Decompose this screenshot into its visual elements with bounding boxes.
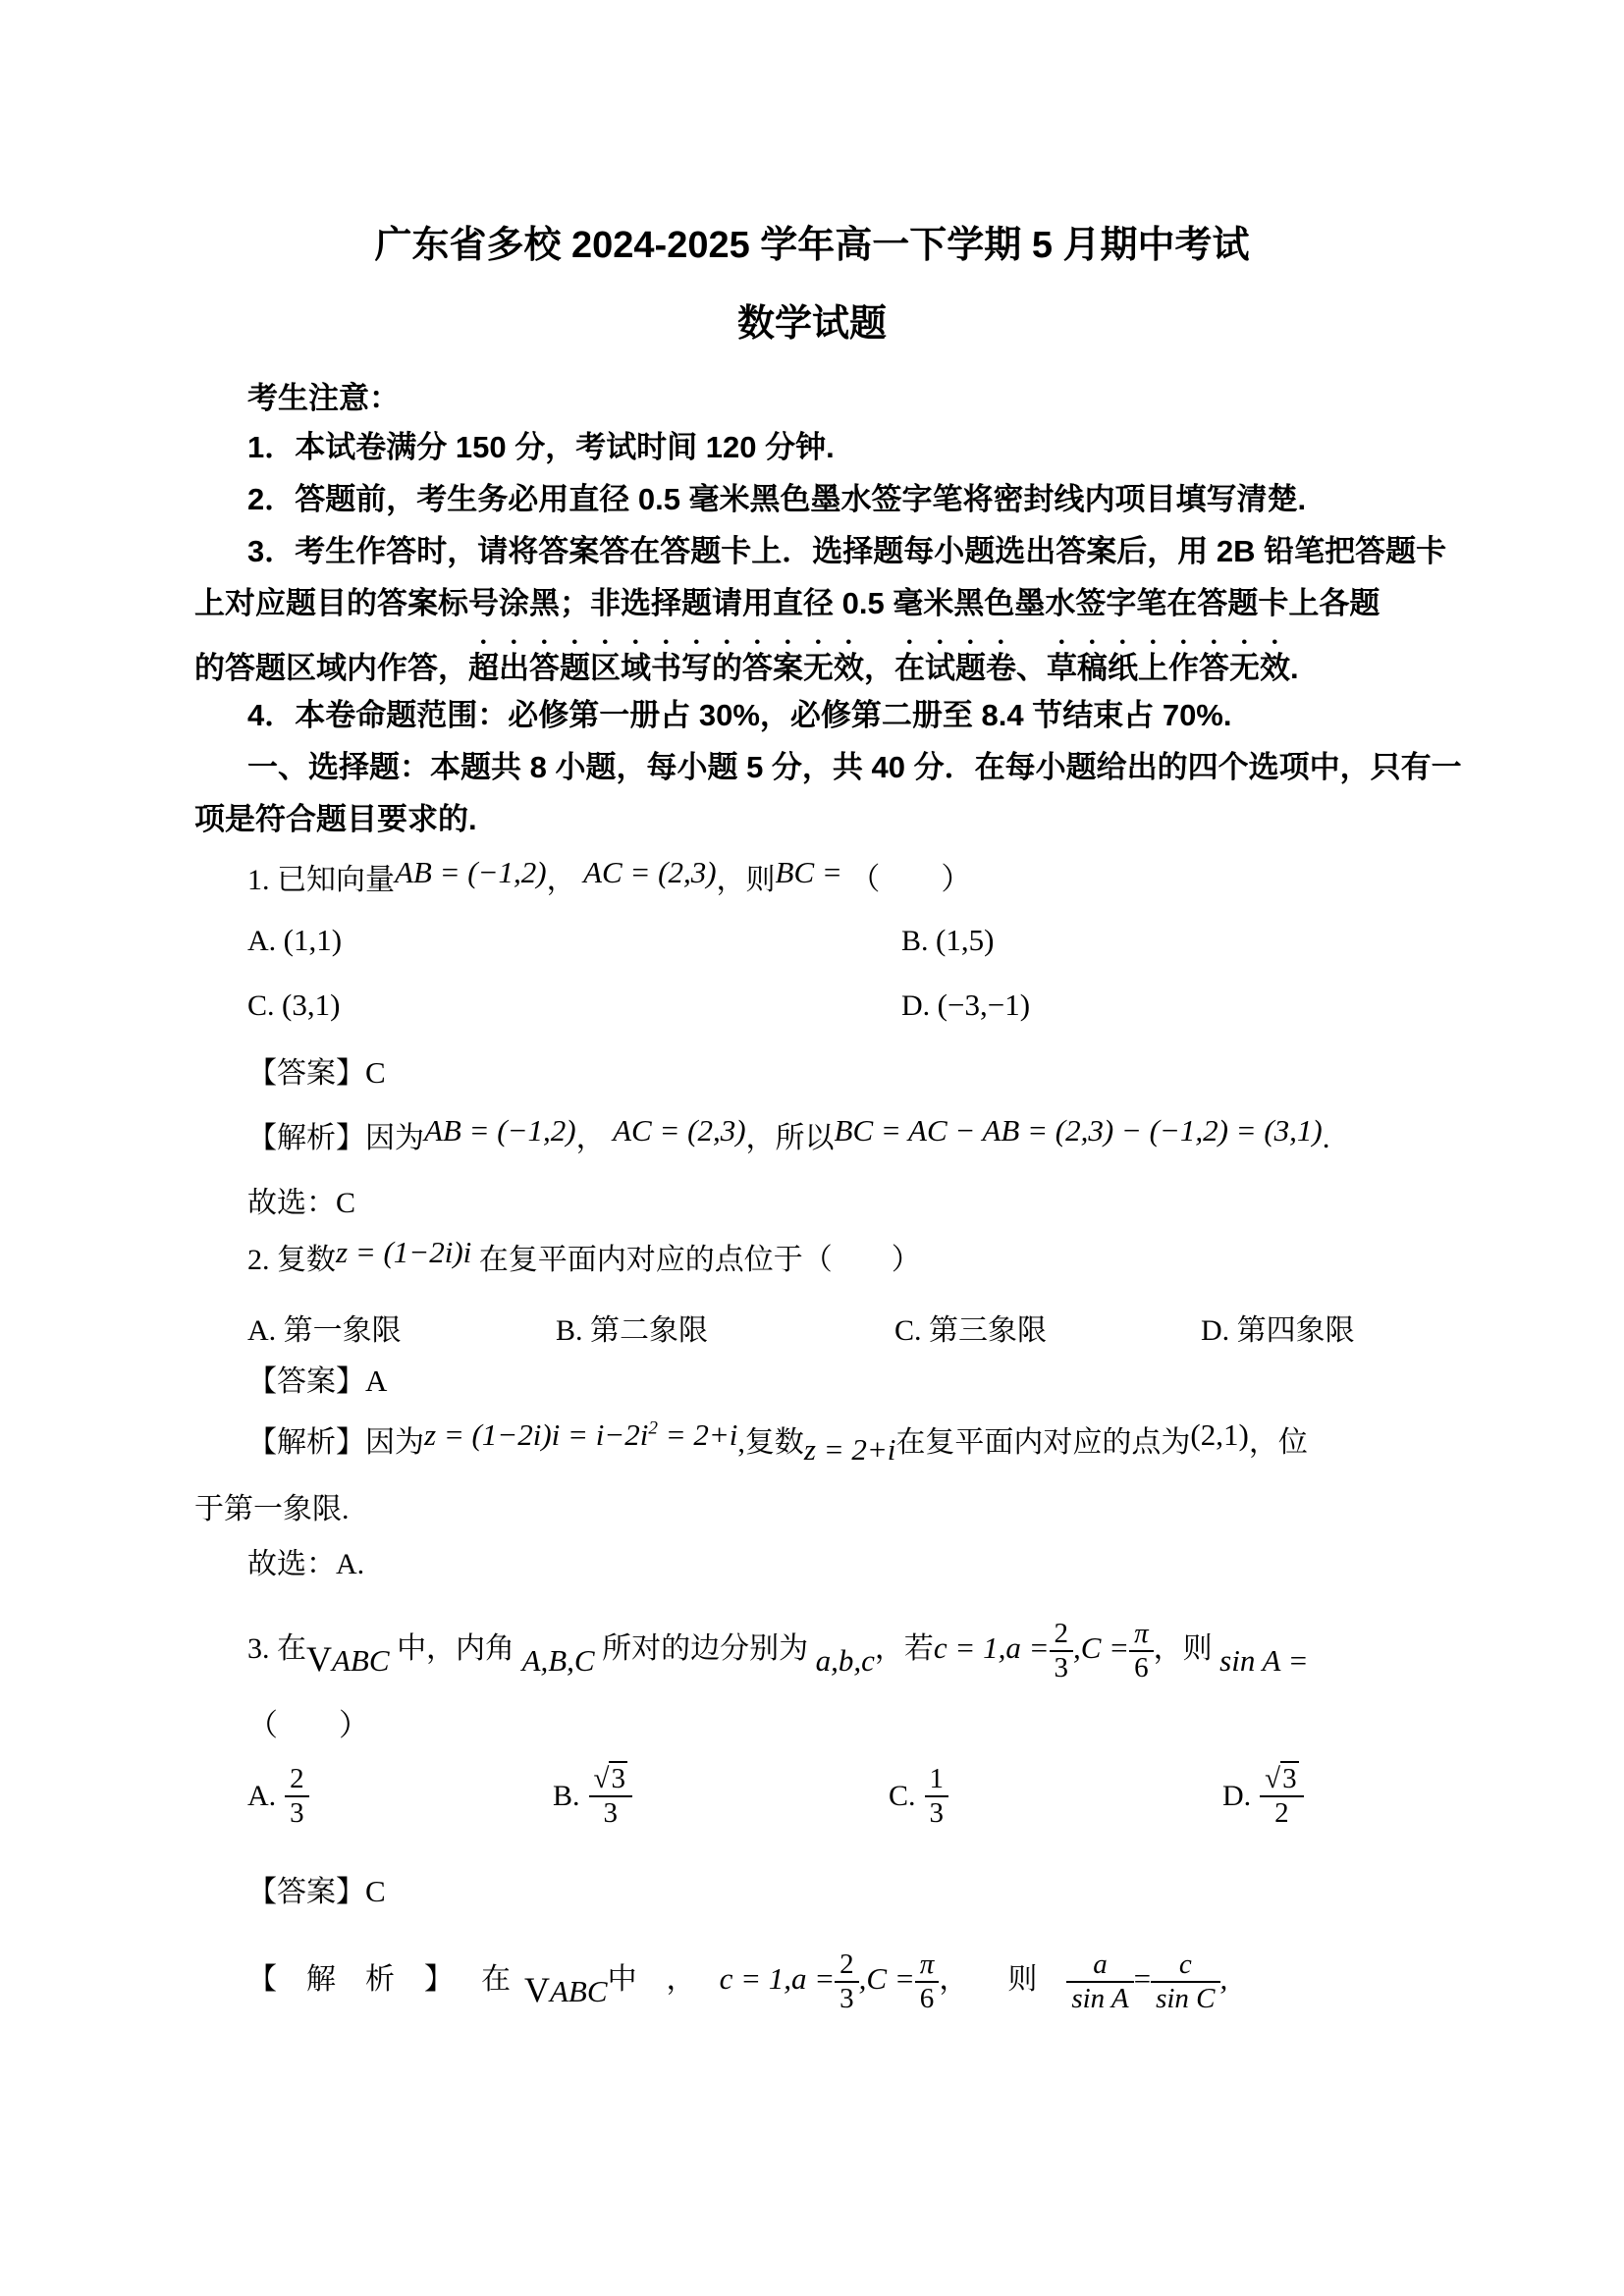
q1-stem [247, 854, 971, 898]
q3-analysis-fraction-pi-6: $\frac{\pi}{6}$ [915, 1949, 940, 2016]
q1-option-a [247, 923, 342, 958]
q2-option-c-label: C. [894, 1314, 922, 1347]
q1-analysis-period: . [1322, 1120, 1330, 1154]
q1-math-ac: AC = (2,3) [583, 855, 717, 889]
q3-analysis-line [247, 1949, 1227, 2016]
q3-stem-text-5: ，则 [1153, 1632, 1213, 1666]
q1-analysis-text-2: ，所以 [745, 1122, 835, 1154]
q2-analysis-line-2: 于第一象限. [194, 1493, 350, 1525]
q1-option-d [901, 988, 1030, 1023]
notice-heading: 考生注意： [247, 381, 400, 415]
q1-math-bc: BC = [775, 855, 842, 889]
q3-stem [247, 1618, 1309, 1685]
q1-analysis-tag: 【解析】 [247, 1122, 365, 1154]
q2-stem [247, 1235, 921, 1278]
q2-answer-tag: 【答案】 [247, 1365, 365, 1398]
q3-fraction-pi-6: $\frac{\pi}{6}$ [1129, 1618, 1154, 1685]
q1-analysis-math-3: BC = AC − AB = (2,3) − (−1,2) = (3,1) [834, 1113, 1323, 1148]
q3-option-b-fraction: √3 3 [589, 1763, 632, 1831]
q3-fraction-2-3: $\frac{2}{3}$ [1050, 1618, 1074, 1685]
notice-item-1: 1．本试卷满分 150 分，考试时间 120 分钟. [247, 430, 835, 464]
q1-answer-line [247, 1048, 386, 1092]
q3-triangle-symbol: V [306, 1639, 332, 1680]
q3-option-c-label: C. [889, 1780, 916, 1813]
q3-option-d [1222, 1763, 1304, 1831]
q3-analysis-fraction-a-sina: $\frac{a}{\text{sin A}}$ [1066, 1949, 1133, 2016]
q3-math-sina: sin A = [1219, 1643, 1309, 1679]
q2-option-a [247, 1306, 402, 1349]
q3-paren-blank: （ ） [247, 1708, 369, 1742]
q1-answer-value: C [365, 1055, 386, 1090]
notice-line-3-separator-2: 、 [1016, 651, 1047, 685]
notice-line-3-prefix: 的答题区域内作答， [194, 651, 468, 685]
notice-item-3-line-2: 上对应题目的答案标号涂黑；非选择题请用直径 0.5 毫米黑色墨水签字笔在答题卡上各题 [194, 586, 1380, 620]
q3-math-angles: A,B,C [521, 1643, 595, 1679]
q2-math-z: z = (1−2i)i [336, 1235, 472, 1269]
q1-option-d-label: D. [901, 989, 931, 1022]
q3-math-abc: ABC [332, 1643, 390, 1679]
notice-item-2: 2．答题前，考生务必用直径 0.5 毫米黑色墨水签字笔将密封线内项目填写清楚. [247, 482, 1307, 516]
q1-analysis-text-1: 因为 [365, 1122, 424, 1154]
q2-number: 2. [247, 1244, 270, 1276]
q1-option-a-label: A. [247, 925, 277, 957]
q2-analysis-text-2: 在复平面内对应的点为 [895, 1426, 1191, 1459]
q3-option-a-label: A. [247, 1780, 277, 1813]
q3-math-given-1: c = 1,a = [933, 1630, 1050, 1666]
q3-option-d-fraction: √3 2 [1260, 1763, 1303, 1831]
q3-math-sides: a,b,c [815, 1643, 875, 1679]
q2-analysis-line [247, 1417, 1308, 1467]
q3-analysis-text-3: 则 [1007, 1963, 1038, 1997]
q2-analysis-text-1: 因为 [365, 1426, 424, 1459]
q2-analysis-text-3: ，位 [1248, 1426, 1308, 1459]
notice-item-3-line-1: 3．考生作答时，请将答案答在答题卡上．选择题每小题选出答案后，用 2B 铅笔把答题卡 [247, 534, 1447, 568]
q1-analysis-comma: ， [575, 1122, 606, 1154]
q3-option-b-label: B. [553, 1780, 580, 1813]
q1-option-a-value: (1,1) [283, 923, 343, 957]
sqrt-3-numerator-d: √3 [1260, 1763, 1303, 1797]
q3-analysis-math-2: ,C = [858, 1961, 915, 1997]
q2-analysis-tag: 【解析】 [247, 1426, 365, 1459]
q3-option-a-fraction: 2 3 [285, 1763, 309, 1831]
q3-analysis-fraction-2-3: $\frac{2}{3}$ [835, 1949, 859, 2016]
q2-analysis-point: (2,1) [1190, 1417, 1249, 1452]
q2-option-d-value: 第四象限 [1236, 1314, 1355, 1347]
q3-number: 3. [247, 1632, 270, 1666]
q3-analysis-math-1: c = 1,a = [719, 1961, 836, 1997]
q2-stem-text-2: 在复平面内对应的点位于（ ） [478, 1244, 921, 1276]
q2-option-b-value: 第二象限 [590, 1314, 709, 1347]
q3-analysis-abc: ABC [550, 1974, 608, 2009]
q1-option-b [901, 923, 994, 958]
q3-option-c-fraction: 1 3 [925, 1763, 949, 1831]
q1-option-c [247, 988, 340, 1023]
section-choice-header-line-2: 项是符合题目要求的. [194, 802, 477, 836]
q3-analysis-text-2: 中 ， [607, 1963, 696, 1997]
q3-stem-text-2: 中，内角 [397, 1632, 515, 1666]
q1-number: 1. [247, 864, 270, 896]
q3-analysis-triangle: V [524, 1970, 550, 2010]
q1-comma-2: ，则 [716, 864, 776, 896]
radical-sign-d: √ [1265, 1763, 1281, 1794]
q2-answer-value: A [365, 1363, 388, 1398]
q1-option-c-value: (3,1) [282, 988, 341, 1022]
radical-sign: √ [593, 1763, 610, 1794]
q1-comma-1: ， [546, 864, 576, 896]
section-choice-header-line-1: 一、选择题：本题共 8 小题，每小题 5 分，共 40 分．在每小题给出的四个选项中，只有一 [247, 750, 1462, 784]
q3-analysis-comma: ， [939, 1963, 969, 1997]
q1-analysis-math-1: AB = (−1,2) [424, 1113, 576, 1148]
q3-analysis-tag: 【 解 析 】 [247, 1963, 454, 1997]
q3-analysis-equals: = [1133, 1961, 1152, 1997]
q3-analysis-fraction-c-sinc: $\frac{c}{\text{sin C}}$ [1151, 1949, 1219, 2016]
sqrt-3-numerator: √3 [589, 1763, 632, 1797]
notice-line-3-separator-1: ， [864, 651, 894, 685]
q3-answer-value: C [365, 1874, 386, 1908]
q2-option-a-label: A. [247, 1314, 277, 1347]
q3-analysis-text-1: 在 [481, 1963, 511, 1997]
q2-stem-text: 复数 [277, 1244, 336, 1276]
q3-analysis-end-comma: , [1219, 1961, 1228, 1997]
q2-option-c [894, 1306, 1047, 1349]
q1-paren-blank: （ ） [849, 862, 972, 896]
notice-item-4: 4．本卷命题范围：必修第一册占 30%，必修第二册至 8.4 节结束占 70%. [247, 698, 1232, 732]
q2-option-b [556, 1306, 708, 1349]
q3-stem-text-4: ，若 [874, 1632, 934, 1666]
exam-title-line-2: 数学试题 [736, 303, 887, 345]
notice-line-3-emphasized-1: 超出答题区域书写的答案无效 [468, 651, 864, 685]
q1-stem-text: 已知向量 [277, 864, 395, 896]
q2-conclusion: 故选：A. [247, 1548, 365, 1580]
q2-option-d [1201, 1306, 1355, 1349]
q1-option-b-value: (1,5) [936, 923, 995, 957]
notice-line-3-emphasized-2: 在试题卷 [894, 651, 1016, 685]
exam-title-line-1: 广东省多校 2024-2025 学年高一下学期 5 月期中考试 [374, 225, 1250, 266]
notice-line-3-period: . [1290, 651, 1299, 685]
q1-analysis-line [247, 1113, 1329, 1156]
q2-option-d-label: D. [1201, 1314, 1230, 1347]
q2-superscript-2: 2 [648, 1417, 658, 1439]
q3-option-a [247, 1763, 309, 1831]
q3-option-b [553, 1763, 632, 1831]
q2-option-a-value: 第一象限 [283, 1314, 402, 1347]
q1-analysis-math-2: AC = (2,3) [613, 1113, 746, 1148]
q3-stem-text-3: 所对的边分别为 [602, 1632, 809, 1666]
q2-analysis-sep: ,复数 [737, 1426, 804, 1459]
q1-math-ab: AB = (−1,2) [395, 855, 547, 889]
q3-option-d-label: D. [1222, 1780, 1252, 1813]
q2-analysis-math-1: $z = (1-2i)i = i-2i^2 = 2+i$ [424, 1417, 738, 1452]
q3-math-given-2: ,C = [1073, 1630, 1130, 1666]
notice-item-3-line-3 [194, 634, 1299, 687]
q1-conclusion: 故选：C [247, 1187, 356, 1219]
q1-option-c-label: C. [247, 989, 275, 1022]
q1-option-d-value: (−3,−1) [937, 988, 1031, 1022]
q2-option-c-value: 第三象限 [929, 1314, 1048, 1347]
q3-stem-text-1: 在 [277, 1632, 306, 1666]
notice-line-3-emphasized-3: 草稿纸上作答无效 [1047, 651, 1290, 685]
q1-option-b-label: B. [901, 925, 929, 957]
q2-option-b-label: B. [556, 1314, 583, 1347]
q1-answer-tag: 【答案】 [247, 1057, 365, 1090]
q3-option-c [889, 1763, 948, 1831]
q3-answer-tag: 【答案】 [247, 1876, 365, 1908]
q2-analysis-math-2: z = 2+i [803, 1432, 896, 1467]
q2-answer-line [247, 1357, 387, 1400]
q3-answer-line [247, 1867, 386, 1910]
